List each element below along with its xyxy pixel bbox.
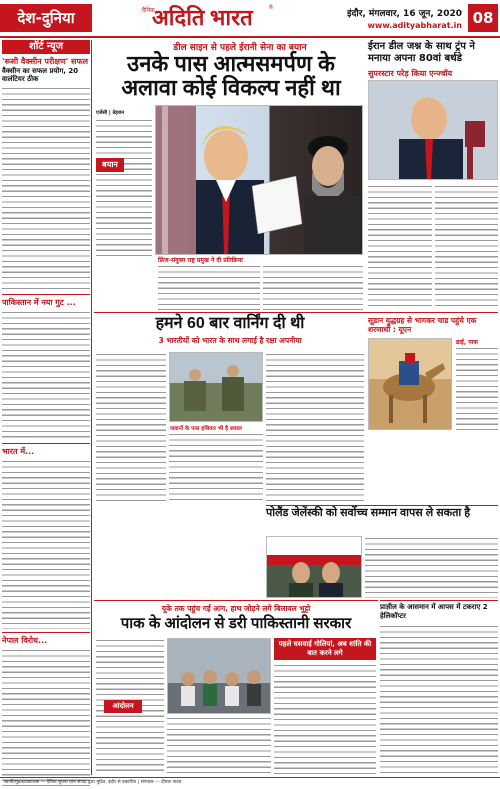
lead-byline: एजेंसी | तेहरान: [96, 110, 125, 116]
second-body: [169, 432, 263, 502]
short-news-title: शॉर्ट न्यूज: [2, 40, 90, 54]
lead-photo-caption: फ्रिंज-संयुक्त राष्ट्र प्रमुख ने दी प्रतिक्रिया: [158, 257, 243, 264]
right-photo: [368, 80, 498, 180]
second-caption: जवानों के पास हथियार भी है सवाल: [170, 426, 242, 432]
second-photo: [169, 352, 263, 422]
poland-headline: पोलैंड जेलेंस्की को सर्वोच्च सम्मान वापस ले सकता है: [266, 507, 471, 519]
header-rule: [0, 36, 500, 38]
right-kicker: ईरान डील जश्न के साथ ट्रंप ने मनाया अपना 80वां बर्थडे: [368, 41, 475, 64]
masthead: [0, 0, 500, 37]
bottom-inset: [274, 638, 376, 775]
divider: [94, 600, 378, 601]
second-headline: हमने 60 बार वार्निंग दी थी: [155, 315, 305, 332]
divider: [2, 443, 90, 444]
poland-body: [365, 536, 498, 598]
lead-headline-line2: अलावा कोई विकल्प नहीं था: [121, 75, 341, 100]
bottom-tag: आंदोलन: [104, 700, 142, 713]
right-body: [368, 184, 432, 309]
footer-rule: [0, 777, 500, 778]
dateline: इंदौर, मंगलवार, 16 जून, 2020: [347, 9, 462, 19]
divider: [2, 632, 90, 633]
divider: [2, 294, 90, 295]
right-body: [435, 184, 498, 309]
lead-photo: [155, 105, 363, 255]
lead-photo-illustration: [156, 106, 363, 255]
brief-body: [2, 310, 90, 440]
brand-logo: [140, 2, 280, 34]
divider: [94, 312, 498, 313]
right-subhead: सुपरस्टार परेड़ किया एन्ज्वॉय: [368, 69, 453, 78]
brand-small: दैनिक: [142, 7, 155, 14]
middle-right-kicker: सूडान युद्धग्रह से भागकर चाड पहुंचे एक शरणार्थी : यूएन: [368, 316, 477, 334]
left-column: [2, 40, 90, 775]
brief-body: [2, 86, 90, 291]
helicopter-kicker: प्राज्ञील के आसमान में आपस में टकराए 2 हेलिकॉप्टर: [380, 603, 488, 620]
divider: [266, 505, 498, 506]
second-body: [96, 352, 166, 502]
second-photo-illustration: [170, 353, 263, 422]
second-subhead: 3 भारतीयों को भारत के साथ लगाई है रक्षा अपनीया: [158, 336, 302, 345]
camel-photo: [368, 338, 452, 430]
lead-body: [158, 264, 260, 310]
lead-body: [263, 264, 363, 310]
lead-kicker: डील साइन से पहले ईरानी सेना का बयान: [173, 43, 307, 53]
camel-photo-illustration: [369, 339, 452, 430]
inset-title: पहले घसवाई गोलियां, अब शांति की बात करने लगे: [274, 638, 376, 660]
brief-body: [2, 648, 90, 789]
bottom-photo-illustration: [168, 639, 271, 714]
brand-registered-mark: ®: [268, 4, 274, 11]
brief-subtitle: वैक्सीन का सफल प्रयोग, 20 वालंटियर ठीक: [2, 67, 79, 83]
bottom-photo: [167, 638, 271, 714]
inset-body: [274, 663, 376, 775]
section-label: देश-दुनिया: [0, 4, 92, 32]
divider: [380, 600, 498, 601]
lead-tag: बयान: [96, 158, 124, 172]
brand-name: अदिति भारत: [152, 5, 253, 30]
right-photo-illustration: [369, 81, 498, 180]
page-number: 08: [468, 4, 498, 32]
poland-photo: [266, 536, 362, 598]
brief-title: 'रूसी वैक्सीन परीक्षण' सफल: [2, 57, 89, 66]
second-body: [266, 352, 364, 502]
bottom-headline: पाक के आंदोलन से डरी पाकिस्तानी सरकार: [120, 615, 352, 632]
website-url[interactable]: www.adityabharat.in: [367, 21, 462, 30]
bottom-kicker: यूके तक पहुंच गई आग, हाथ जोड़ने लगे बिलावल भुट्टो: [161, 604, 311, 613]
brief-title: पाकिस्तान में नया गुट ...: [2, 298, 76, 307]
footer-imprint: स्वामी/मुद्रक/प्रकाशक — दैनिक सूचना ग्राम संपदा द्वारा मुद्रित, इंदौर से प्रकाशित | संपादक — दीपक यादव: [4, 780, 182, 785]
brief-title: भारत में...: [2, 447, 35, 456]
bottom-body: [167, 716, 271, 775]
photo-label: ढाई, पाक: [456, 339, 478, 346]
lead-body: [96, 118, 152, 258]
helicopter-body: [380, 624, 498, 774]
lead-headline-line1: उनके पास आत्मसमर्पण के: [127, 51, 335, 76]
poland-photo-illustration: [267, 537, 362, 598]
brief-body: [2, 459, 90, 629]
column-rule: [91, 40, 92, 775]
brief-title: नेपाल विरोध...: [2, 636, 48, 645]
middle-right-body: [456, 346, 498, 430]
